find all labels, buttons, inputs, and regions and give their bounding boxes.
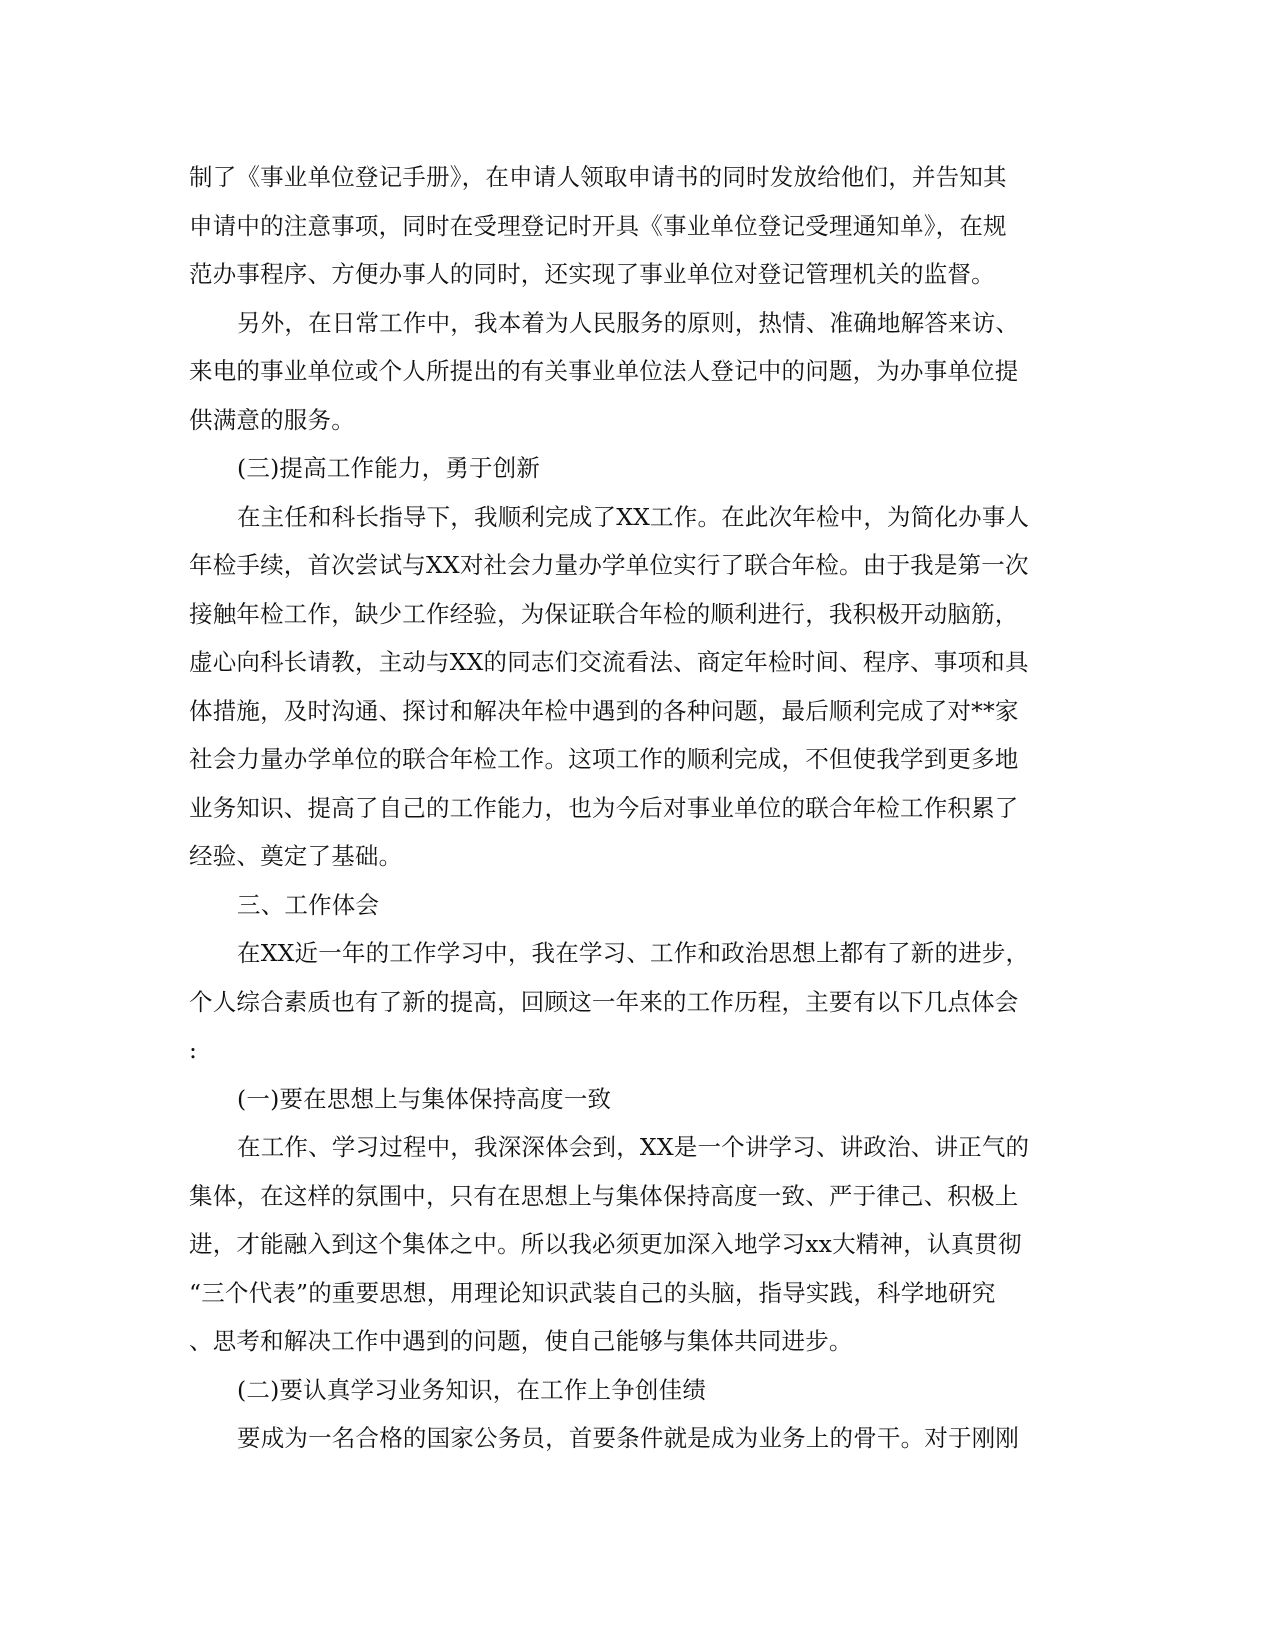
text-line: 申请中的注意事项，同时在受理登记时开具《事业单位登记受理通知单》，在规 <box>189 211 1007 240</box>
section-heading: 三、工作体会 <box>237 890 380 919</box>
section-heading: (三)提高工作能力，勇于创新 <box>237 454 541 482</box>
paragraph-start-line: 在XX近一年的工作学习中，我在学习、工作和政治思想上都有了新的进步， <box>237 939 1030 967</box>
text-line: “三个代表”的重要思想，用理论知识武装自己的头脑，指导实践，科学地研究 <box>189 1278 996 1307</box>
paragraph-start-line: 要成为一名合格的国家公务员，首要条件就是成为业务上的骨干。对于刚刚 <box>237 1424 1020 1452</box>
text-line: 体措施，及时沟通、探讨和解决年检中遇到的各种问题，最后顺利完成了对**家 <box>189 696 1019 725</box>
text-line: 供满意的服务。 <box>189 405 355 434</box>
text-line: 来电的事业单位或个人所提出的有关事业单位法人登记中的问题，为办事单位提 <box>189 357 1019 385</box>
section-heading: (一)要在思想上与集体保持高度一致 <box>237 1084 612 1113</box>
paragraph-start-line: 在主任和科长指导下，我顺利完成了XX工作。在此次年检中，为简化办事人 <box>237 502 1030 531</box>
text-line: 、思考和解决工作中遇到的问题，使自己能够与集体共同进步。 <box>189 1327 853 1355</box>
text-line: 社会力量办学单位的联合年检工作。这项工作的顺利完成，不但使我学到更多地 <box>189 745 1019 773</box>
document-body <box>189 153 1069 1463</box>
text-line: 个人综合素质也有了新的提高，回顾这一年来的工作历程，主要有以下几点体会 <box>189 987 1019 1016</box>
text-line: : <box>189 1036 198 1064</box>
text-line: 范办事程序、方便办事人的同时，还实现了事业单位对登记管理机关的监督。 <box>189 260 995 288</box>
text-line: 业务知识、提高了自己的工作能力，也为今后对事业单位的联合年检工作积累了 <box>189 793 1019 822</box>
paragraph-start-line: 另外，在日常工作中，我本着为人民服务的原则，热情、准确地解答来访、 <box>237 308 1020 337</box>
section-heading: (二)要认真学习业务知识，在工作上争创佳绩 <box>237 1375 707 1404</box>
text-line: 年检手续，首次尝试与XX对社会力量办学单位实行了联合年检。由于我是第一次 <box>189 551 1029 579</box>
text-line: 进，才能融入到这个集体之中。所以我必须更加深入地学习xx大精神，认真贯彻 <box>189 1230 1022 1258</box>
text-line: 经验、奠定了基础。 <box>189 842 403 870</box>
text-line: 集体，在这样的氛围中，只有在思想上与集体保持高度一致、严于律己、积极上 <box>189 1181 1019 1210</box>
paragraph-start-line: 在工作、学习过程中，我深深体会到，XX是一个讲学习、讲政治、讲正气的 <box>237 1133 1030 1161</box>
text-line: 接触年检工作，缺少工作经验，为保证联合年检的顺利进行，我积极开动脑筋， <box>189 599 1019 628</box>
text-line: 虚心向科长请教，主动与XX的同志们交流看法、商定年检时间、程序、事项和具 <box>189 648 1029 676</box>
text-line: 制了《事业单位登记手册》，在申请人领取申请书的同时发放给他们，并告知其 <box>189 163 1007 191</box>
